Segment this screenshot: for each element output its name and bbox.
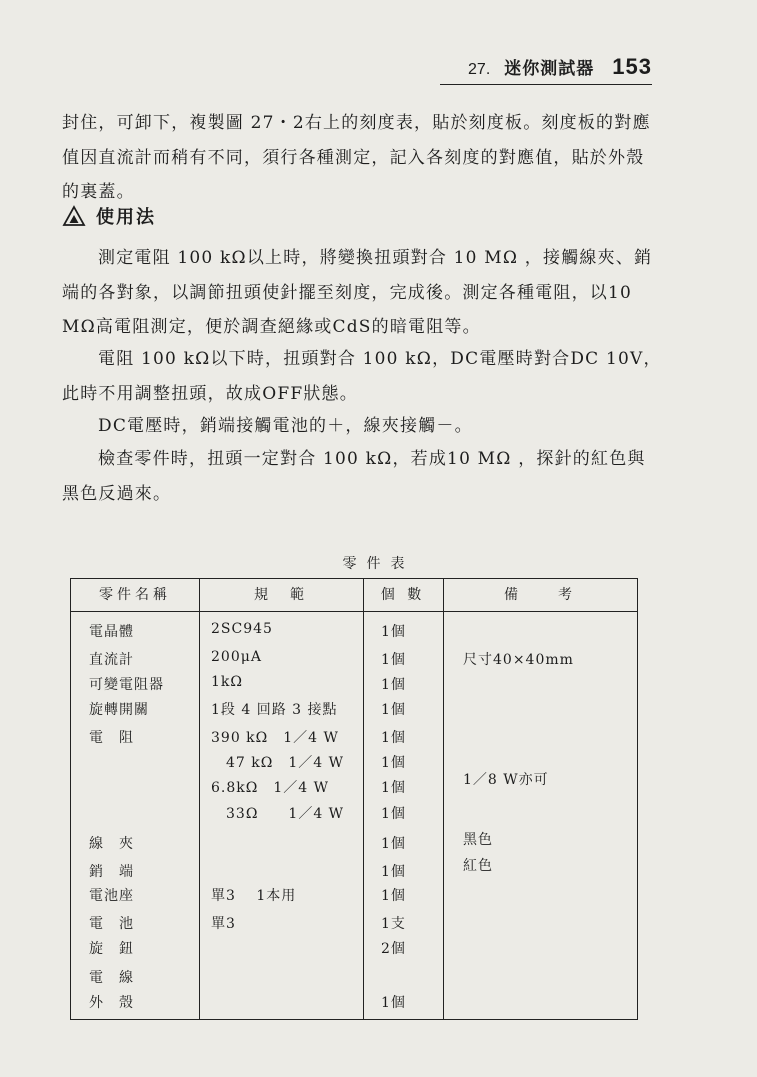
triangle-bullet-icon — [62, 205, 86, 227]
table-cell-qty: 1個 — [381, 677, 406, 693]
table-cell-note: 紅色 — [463, 858, 493, 874]
chapter-number: 27. — [468, 61, 491, 78]
table-cell-name: 銷 端 — [89, 864, 134, 880]
chapter-title: 迷你測試器 — [504, 59, 595, 79]
header-name: 零件名稱 — [99, 587, 171, 603]
table-cell-name: 旋 鈕 — [89, 941, 134, 957]
table-cell-note: 尺寸40×40mm — [463, 652, 574, 668]
table-cell-name: 線 夾 — [89, 836, 134, 852]
table-cell-spec: 33Ω 1／4 W — [211, 806, 345, 822]
table-cell-spec: 200μA — [211, 649, 262, 665]
header-divider — [71, 611, 637, 612]
table-cell-qty: 1個 — [381, 730, 406, 746]
column-divider — [443, 579, 444, 1019]
usage-paragraph-2: 電阻 100 kΩ以下時，扭頭對合 100 kΩ，DC電壓時對合DC 10V，此時不用調整扭頭，故成OFF狀態。 — [62, 349, 662, 404]
table-cell-qty: 1個 — [381, 995, 406, 1011]
table-cell-qty: 1個 — [381, 888, 406, 904]
section-heading — [62, 203, 156, 229]
table-cell-spec: 47 kΩ 1／4 W — [211, 755, 345, 771]
table-cell-name: 電池座 — [89, 888, 134, 904]
column-divider — [199, 579, 200, 1019]
intro-paragraph: 封住，可卸下，複製圖 27・2右上的刻度表，貼於刻度板。刻度板的對應值因直流計而稍有不同，須行各種測定，記入各刻度的對應值，貼於外殼的裏蓋。 — [62, 113, 651, 202]
table-cell-qty: 1支 — [381, 916, 406, 932]
table-cell-spec: 單3 1本用 — [211, 888, 297, 904]
parts-table — [70, 578, 638, 1020]
table-cell-name: 可變電阻器 — [89, 677, 164, 693]
page-number: 153 — [612, 54, 652, 79]
table-cell-spec: 單3 — [211, 916, 236, 932]
table-cell-qty: 2個 — [381, 941, 406, 957]
table-cell-spec: 390 kΩ 1／4 W — [211, 730, 339, 746]
table-cell-note: 1／8 W亦可 — [463, 772, 549, 788]
table-cell-qty: 1個 — [381, 780, 406, 796]
table-cell-qty: 1個 — [381, 755, 406, 771]
table-cell-name: 電 阻 — [89, 730, 134, 746]
section-title: 使用法 — [96, 207, 156, 228]
column-divider — [363, 579, 364, 1019]
table-cell-qty: 1個 — [381, 836, 406, 852]
header-qty: 個 數 — [380, 587, 426, 603]
header-note: 備 考 — [504, 587, 576, 603]
table-cell-qty: 1個 — [381, 702, 406, 718]
table-cell-qty: 1個 — [381, 806, 406, 822]
usage-paragraph-1: 測定電阻 100 kΩ以上時，將變換扭頭對合 10 MΩ ，接觸線夾、銷端的各對象，以調節扭頭使針擺至刻度，完成後。測定各種電阻，以10 MΩ高電阻測定，便於調查絕緣或CdS的暗電阻等。 — [62, 248, 653, 337]
usage-paragraph-4: 檢查零件時，扭頭一定對合 100 kΩ，若成10 MΩ ，探針的紅色與黑色反過來。 — [62, 449, 646, 504]
table-cell-spec: 1kΩ — [211, 674, 243, 690]
table-cell-name: 外 殼 — [89, 995, 134, 1011]
running-header — [440, 54, 652, 85]
table-cell-spec: 6.8kΩ 1／4 W — [211, 780, 330, 796]
table-cell-note: 黑色 — [463, 832, 493, 848]
table-cell-name: 電晶體 — [89, 624, 134, 640]
usage-paragraph-3: DC電壓時，銷端接觸電池的＋，線夾接觸－。 — [98, 416, 473, 436]
table-cell-qty: 1個 — [381, 652, 406, 668]
table-caption: 零件表 — [342, 556, 415, 572]
table-cell-spec: 2SC945 — [211, 621, 273, 637]
table-cell-name: 直流計 — [89, 652, 134, 668]
header-spec: 規 範 — [254, 587, 308, 603]
table-cell-spec: 1段 4 回路 3 接點 — [211, 702, 338, 718]
table-cell-qty: 1個 — [381, 864, 406, 880]
table-cell-qty: 1個 — [381, 624, 406, 640]
table-cell-name: 電 池 — [89, 916, 134, 932]
table-cell-name: 旋轉開關 — [89, 702, 149, 718]
table-cell-name: 電 線 — [89, 970, 134, 986]
